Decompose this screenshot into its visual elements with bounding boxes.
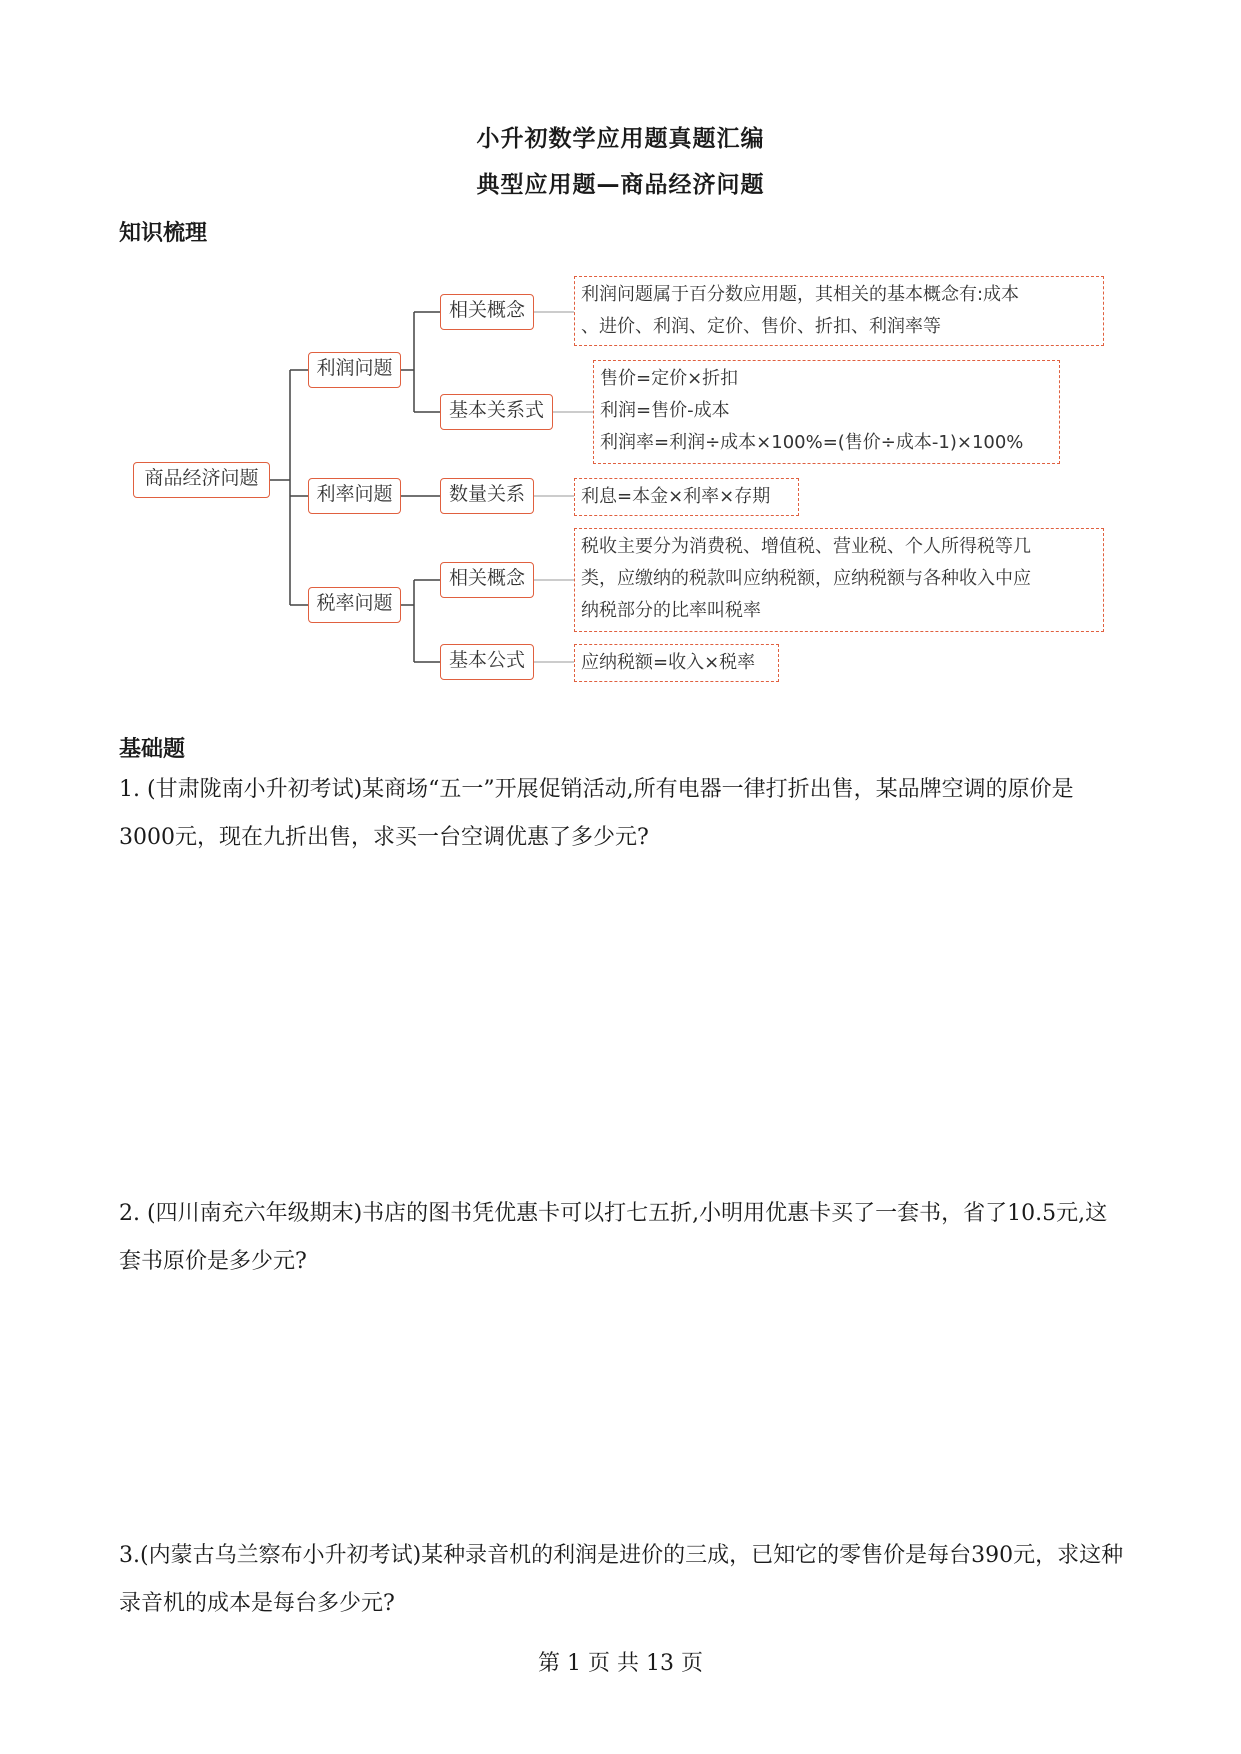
question-2: 2. (四川南充六年级期末)书店的图书凭优惠卡可以打七五折,小明用优惠卡买了一套书，省了10.5元,这套书原价是多少元?: [119, 1201, 1108, 1274]
connector-root-branches: [290, 370, 308, 605]
leaf-line: 利润率=利润÷成本×100%=(售价÷成本-1)×100%: [600, 432, 1024, 453]
leaf-line: 类，应缴纳的税款叫应纳税额，应纳税额与各种收入中应: [581, 568, 1031, 589]
child-node-interest-relation: 数量关系: [440, 478, 534, 514]
leaf-box-tax-formula: [574, 644, 779, 682]
leaf-box-interest-relation: [574, 478, 799, 516]
question-3: 3.(内蒙古乌兰察布小升初考试)某种录音机的利润是进价的三成，已知它的零售价是每台390元，求这种录音机的成本是每台多少元?: [119, 1543, 1124, 1616]
leaf-box-tax-concepts: [574, 528, 1104, 632]
leaf-line: 税收主要分为消费税、增值税、营业税、个人所得税等几: [581, 536, 1031, 557]
leaf-line: 、进价、利润、定价、售价、折扣、利润率等: [581, 316, 941, 337]
connector-tax: [401, 580, 440, 662]
document-title: 小升初数学应用题真题汇编: [476, 126, 765, 152]
leaf-line: 纳税部分的比率叫税率: [581, 600, 761, 621]
leaf-box-profit-concepts: [574, 276, 1104, 346]
leaf-line: 利润问题属于百分数应用题，其相关的基本概念有:成本: [581, 284, 1020, 305]
mindmap-root-node: 商品经济问题: [133, 462, 270, 498]
child-node-tax-formula: 基本公式: [440, 644, 534, 680]
leaf-line: 利息=本金×利率×存期: [581, 486, 771, 507]
leaf-line: 利润=售价-成本: [600, 400, 730, 421]
branch-node-tax: 税率问题: [308, 587, 401, 623]
child-node-profit-formulas: 基本关系式: [440, 394, 553, 430]
child-node-tax-concepts: 相关概念: [440, 562, 534, 598]
question-1: 1. (甘肃陇南小升初考试)某商场“五一”开展促销活动,所有电器一律打折出售，某品牌空调的原价是3000元，现在九折出售，求买一台空调优惠了多少元?: [119, 777, 1074, 850]
leaf-box-profit-formulas: [593, 360, 1060, 464]
connector-profit: [401, 312, 440, 412]
document-subtitle: 典型应用题—商品经济问题: [476, 172, 765, 198]
child-node-profit-concepts: 相关概念: [440, 294, 534, 330]
branch-node-interest: 利率问题: [308, 478, 401, 514]
section-heading-basic: 基础题: [119, 737, 186, 762]
leaf-line: 售价=定价×折扣: [600, 368, 739, 389]
branch-node-profit: 利润问题: [308, 352, 401, 388]
page-footer: 第 1 页 共 13 页: [538, 1651, 703, 1676]
leaf-line: 应纳税额=收入×税率: [581, 652, 756, 673]
section-heading-knowledge: 知识梳理: [119, 221, 208, 246]
